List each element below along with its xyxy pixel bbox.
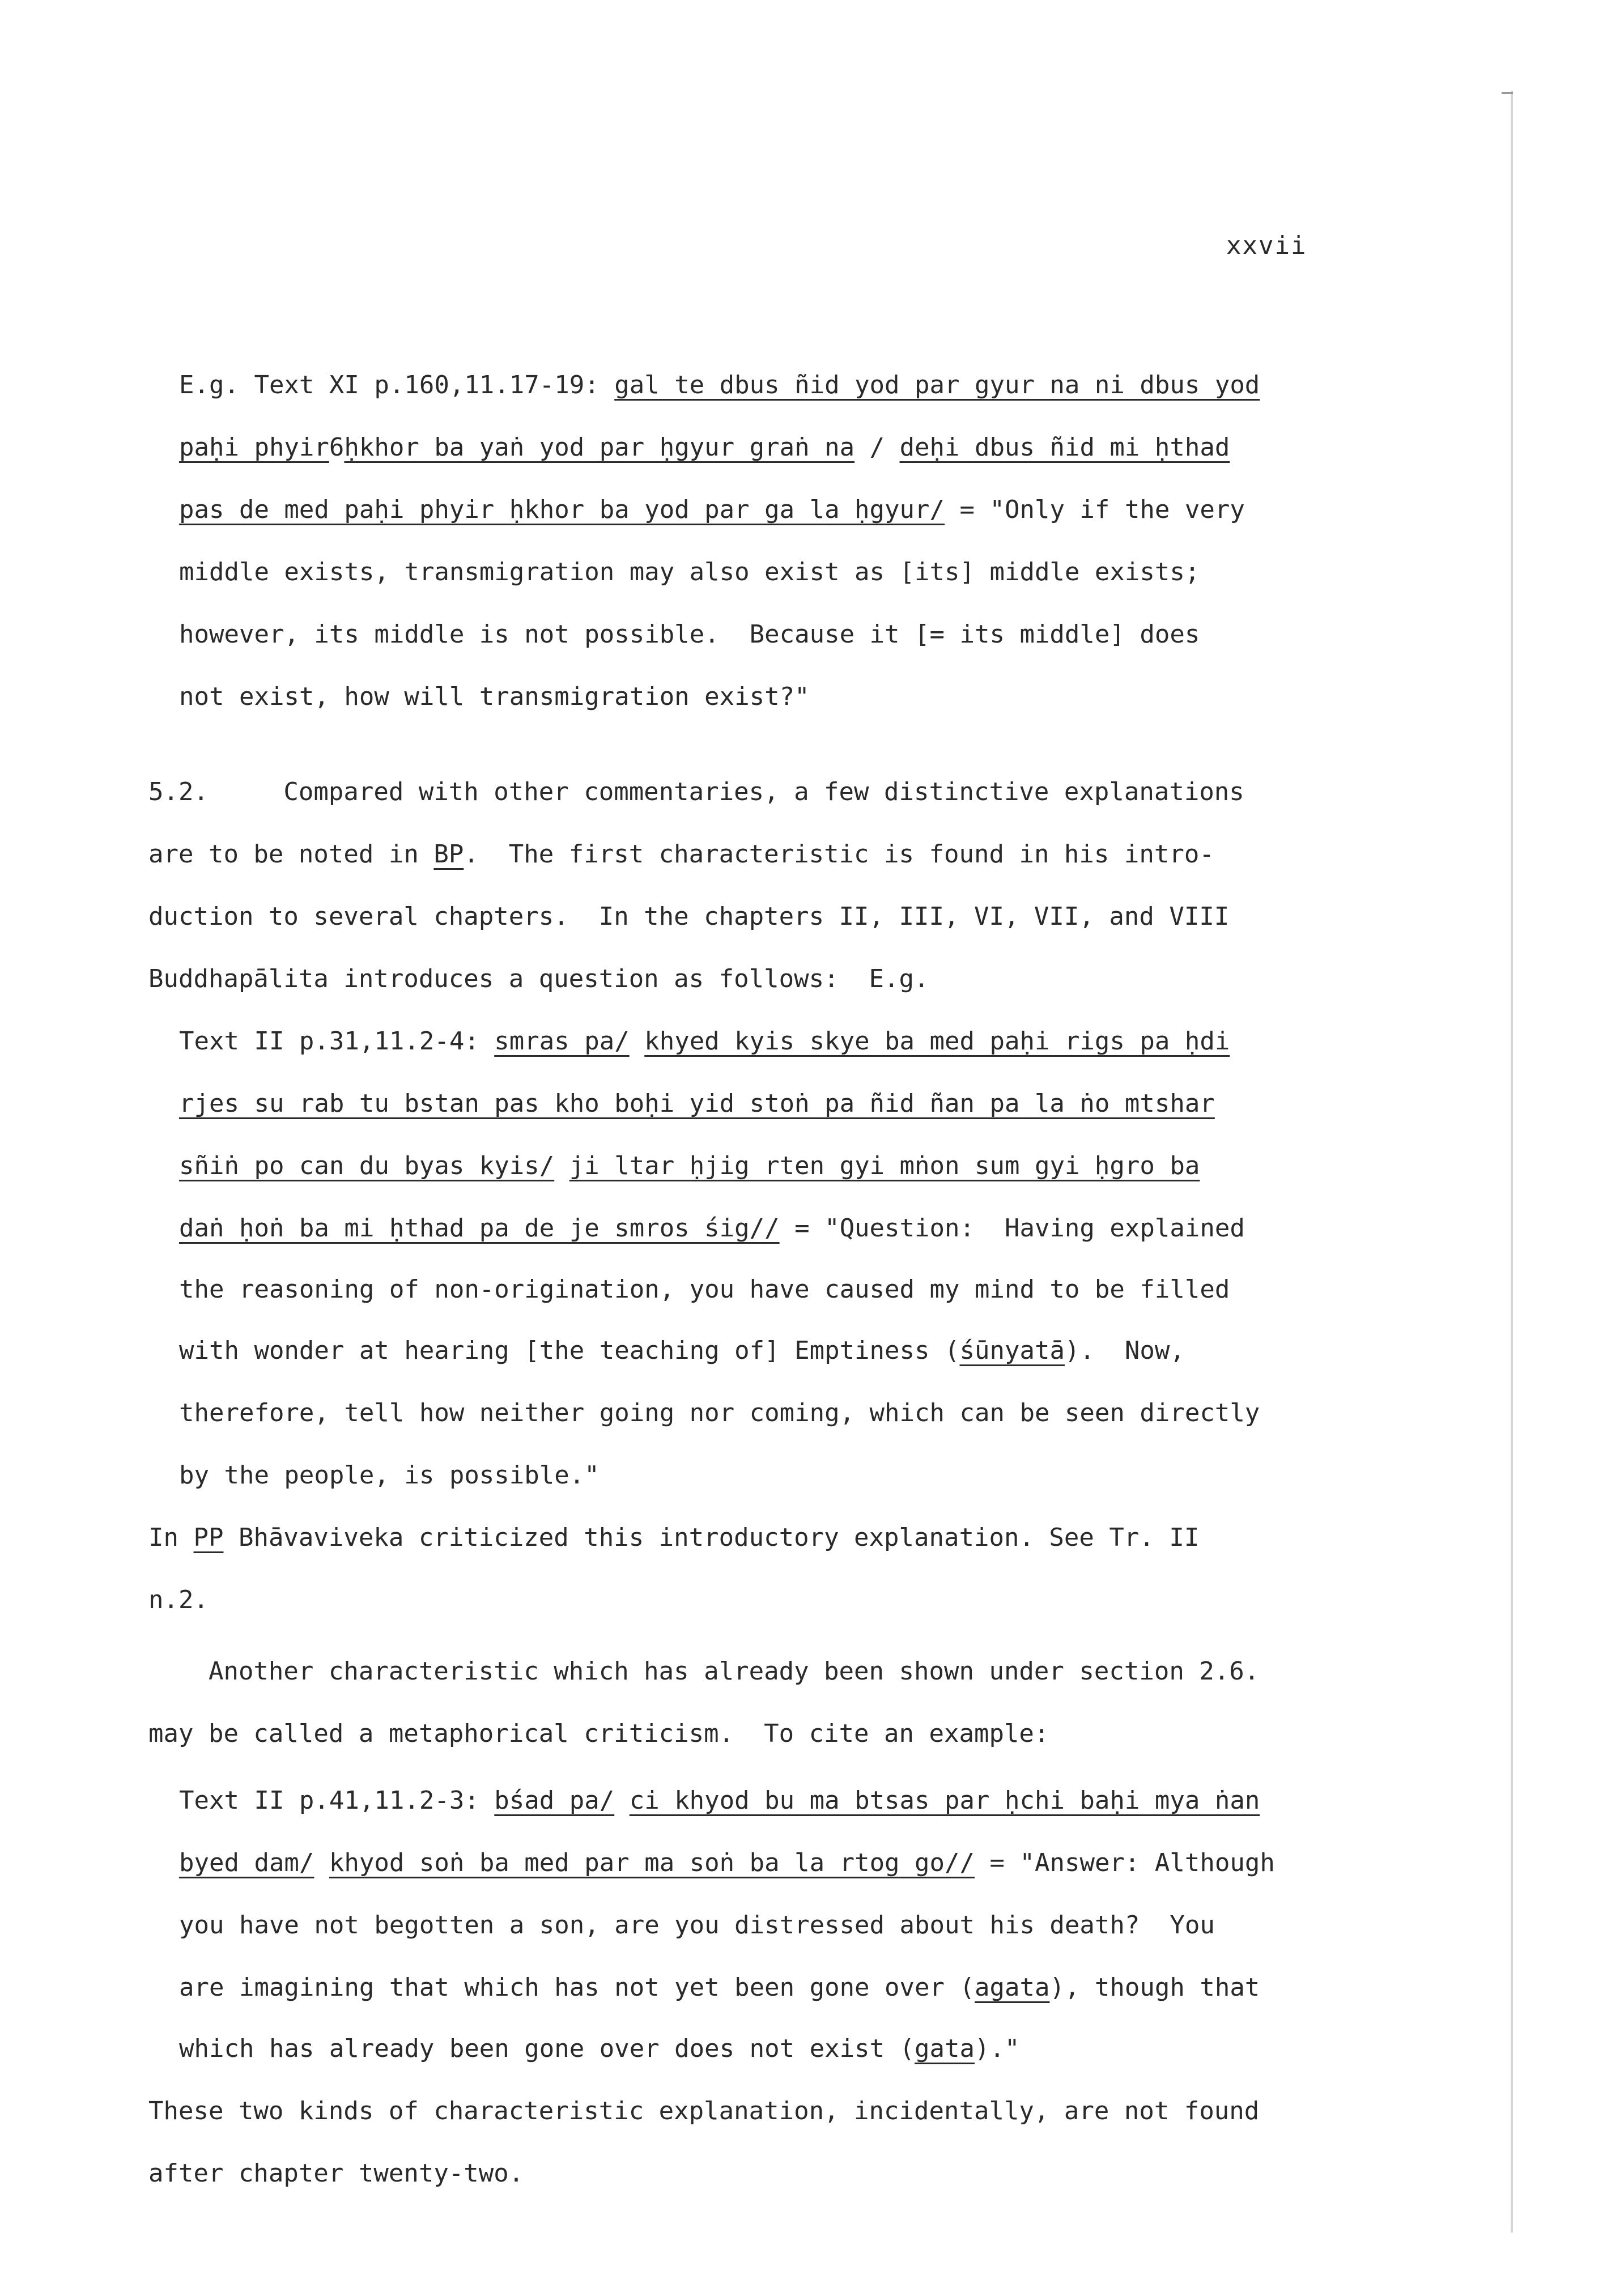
text-line xyxy=(148,2158,524,2189)
text-line xyxy=(179,1397,1260,1429)
underlined-tibetan-phrase: rjes su rab tu bstan pas kho boḥi yid stoṅ pa ñid ñan pa la ṅo mtshar xyxy=(179,1089,1215,1118)
underlined-tibetan-phrase: sñiṅ po can du byas kyis/ xyxy=(179,1151,555,1180)
text-line xyxy=(148,1584,209,1616)
underlined-tibetan-phrase: śūnyatā xyxy=(959,1336,1065,1365)
text-segment xyxy=(614,1786,630,1815)
text-line xyxy=(148,2095,1259,2127)
text-segment: 5.2. Compared with other commentaries, a few distinctive explanations xyxy=(148,777,1244,806)
text-segment: Buddhapālita introduces a question as follows: E.g. xyxy=(148,964,929,993)
underlined-tibetan-phrase: deḥi dbus ñid mi ḥthad xyxy=(899,433,1230,462)
underlined-tibetan-phrase: BP xyxy=(433,840,464,869)
text-segment: = "Answer: Although xyxy=(975,1848,1275,1877)
page-edge-mark xyxy=(1502,92,1513,94)
text-segment: the reasoning of non-origination, you have caused my mind to be filled xyxy=(179,1275,1230,1304)
underlined-tibetan-phrase: PP xyxy=(193,1523,224,1552)
text-segment: Another characteristic which has already been shown under section 2.6. xyxy=(148,1657,1260,1686)
underlined-tibetan-phrase: ci khyod bu ma btsas par ḥchi baḥi mya ṅan xyxy=(629,1786,1260,1815)
underlined-tibetan-phrase: gal te dbus ñid yod par gyur na ni dbus yod xyxy=(614,371,1260,399)
text-line xyxy=(179,619,1200,650)
text-segment: Bhāvaviveka criticized this introductory explanation. See Tr. II xyxy=(223,1523,1200,1552)
text-segment: 6 xyxy=(329,433,345,462)
text-segment: = "Only if the very xyxy=(945,495,1245,524)
underlined-tibetan-phrase: daṅ ḥoṅ ba mi ḥthad pa de je smros śig// xyxy=(179,1214,780,1243)
text-segment: you have not begotten a son, are you distressed about his death? You xyxy=(179,1911,1215,1940)
text-segment: duction to several chapters. In the chapters II, III, VI, VII, and VIII xyxy=(148,902,1230,931)
text-segment: therefore, tell how neither going nor coming, which can be seen directly xyxy=(179,1398,1260,1427)
underlined-tibetan-phrase: paḥi phyir xyxy=(179,433,329,462)
text-line xyxy=(179,556,1200,588)
text-line xyxy=(179,1274,1230,1306)
text-segment: = "Question: Having explained xyxy=(779,1214,1245,1243)
text-line xyxy=(148,901,1229,933)
text-line xyxy=(179,1088,1215,1120)
text-segment: ), though that xyxy=(1049,1973,1260,2002)
text-segment: by the people, is possible." xyxy=(179,1461,600,1490)
text-segment: In xyxy=(148,1523,194,1552)
text-line xyxy=(179,369,1260,401)
text-line xyxy=(179,1460,600,1491)
text-line xyxy=(148,839,1214,870)
text-segment: n.2. xyxy=(148,1585,209,1614)
text-line xyxy=(179,2033,1019,2065)
text-line xyxy=(179,1972,1260,2004)
text-line xyxy=(179,432,1230,464)
underlined-tibetan-phrase: ḥkhor ba yaṅ yod par ḥgyur graṅ na xyxy=(344,433,855,462)
page-number: xxvii xyxy=(1226,231,1307,260)
text-line xyxy=(179,1026,1230,1057)
text-segment: after chapter twenty-two. xyxy=(148,2159,524,2188)
text-segment: Text II p.41,11.2-3: xyxy=(179,1786,495,1815)
underlined-tibetan-phrase: ji ltar ḥjig rten gyi mṅon sum gyi ḥgro ba xyxy=(569,1151,1200,1180)
underlined-tibetan-phrase: bśad pa/ xyxy=(494,1786,615,1815)
underlined-tibetan-phrase: gata xyxy=(915,2034,975,2063)
text-segment: however, its middle is not possible. Because it [= its middle] does xyxy=(179,620,1200,649)
underlined-tibetan-phrase: khyod soṅ ba med par ma soṅ ba la rtog go// xyxy=(329,1848,975,1877)
text-segment xyxy=(314,1848,329,1877)
text-line xyxy=(148,1656,1259,1687)
text-segment: E.g. Text XI p.160,11.17-19: xyxy=(179,371,615,399)
page-edge-line xyxy=(1511,91,1513,2233)
text-line xyxy=(179,1785,1260,1817)
underlined-tibetan-phrase: khyed kyis skye ba med paḥi rigs pa ḥdi xyxy=(644,1027,1230,1056)
text-line xyxy=(179,1910,1215,1941)
text-line xyxy=(179,1213,1245,1244)
text-segment: )." xyxy=(975,2034,1020,2063)
text-line xyxy=(148,1522,1199,1554)
text-segment: middle exists, transmigration may also exist as [its] middle exists; xyxy=(179,558,1200,586)
text-line xyxy=(179,494,1245,526)
text-line xyxy=(179,1847,1275,1879)
text-segment xyxy=(630,1027,645,1056)
text-line xyxy=(179,681,810,713)
text-segment: Text II p.31,11.2-4: xyxy=(179,1027,495,1056)
text-segment: which has already been gone over does not exist ( xyxy=(179,2034,915,2063)
text-line xyxy=(179,1150,1200,1182)
text-segment xyxy=(554,1151,569,1180)
text-segment: / xyxy=(854,433,900,462)
text-segment: . The first characteristic is found in his intro- xyxy=(464,840,1214,869)
text-segment: ). Now, xyxy=(1064,1336,1185,1365)
text-line xyxy=(148,776,1244,808)
underlined-tibetan-phrase: pas de med paḥi phyir ḥkhor ba yod par ga la ḥgyur/ xyxy=(179,495,945,524)
text-segment: not exist, how will transmigration exist?" xyxy=(179,682,810,711)
text-line xyxy=(148,1718,1049,1750)
underlined-tibetan-phrase: byed dam/ xyxy=(179,1848,314,1877)
text-line xyxy=(148,963,929,995)
underlined-tibetan-phrase: agata xyxy=(974,1973,1050,2002)
text-segment: are to be noted in xyxy=(148,840,434,869)
text-segment: are imagining that which has not yet been gone over ( xyxy=(179,1973,975,2002)
text-segment: may be called a metaphorical criticism. To cite an example: xyxy=(148,1719,1049,1748)
text-segment: with wonder at hearing [the teaching of] Emptiness ( xyxy=(179,1336,960,1365)
text-segment: These two kinds of characteristic explanation, incidentally, are not found xyxy=(148,2097,1260,2125)
text-line xyxy=(179,1335,1185,1367)
underlined-tibetan-phrase: smras pa/ xyxy=(494,1027,630,1056)
